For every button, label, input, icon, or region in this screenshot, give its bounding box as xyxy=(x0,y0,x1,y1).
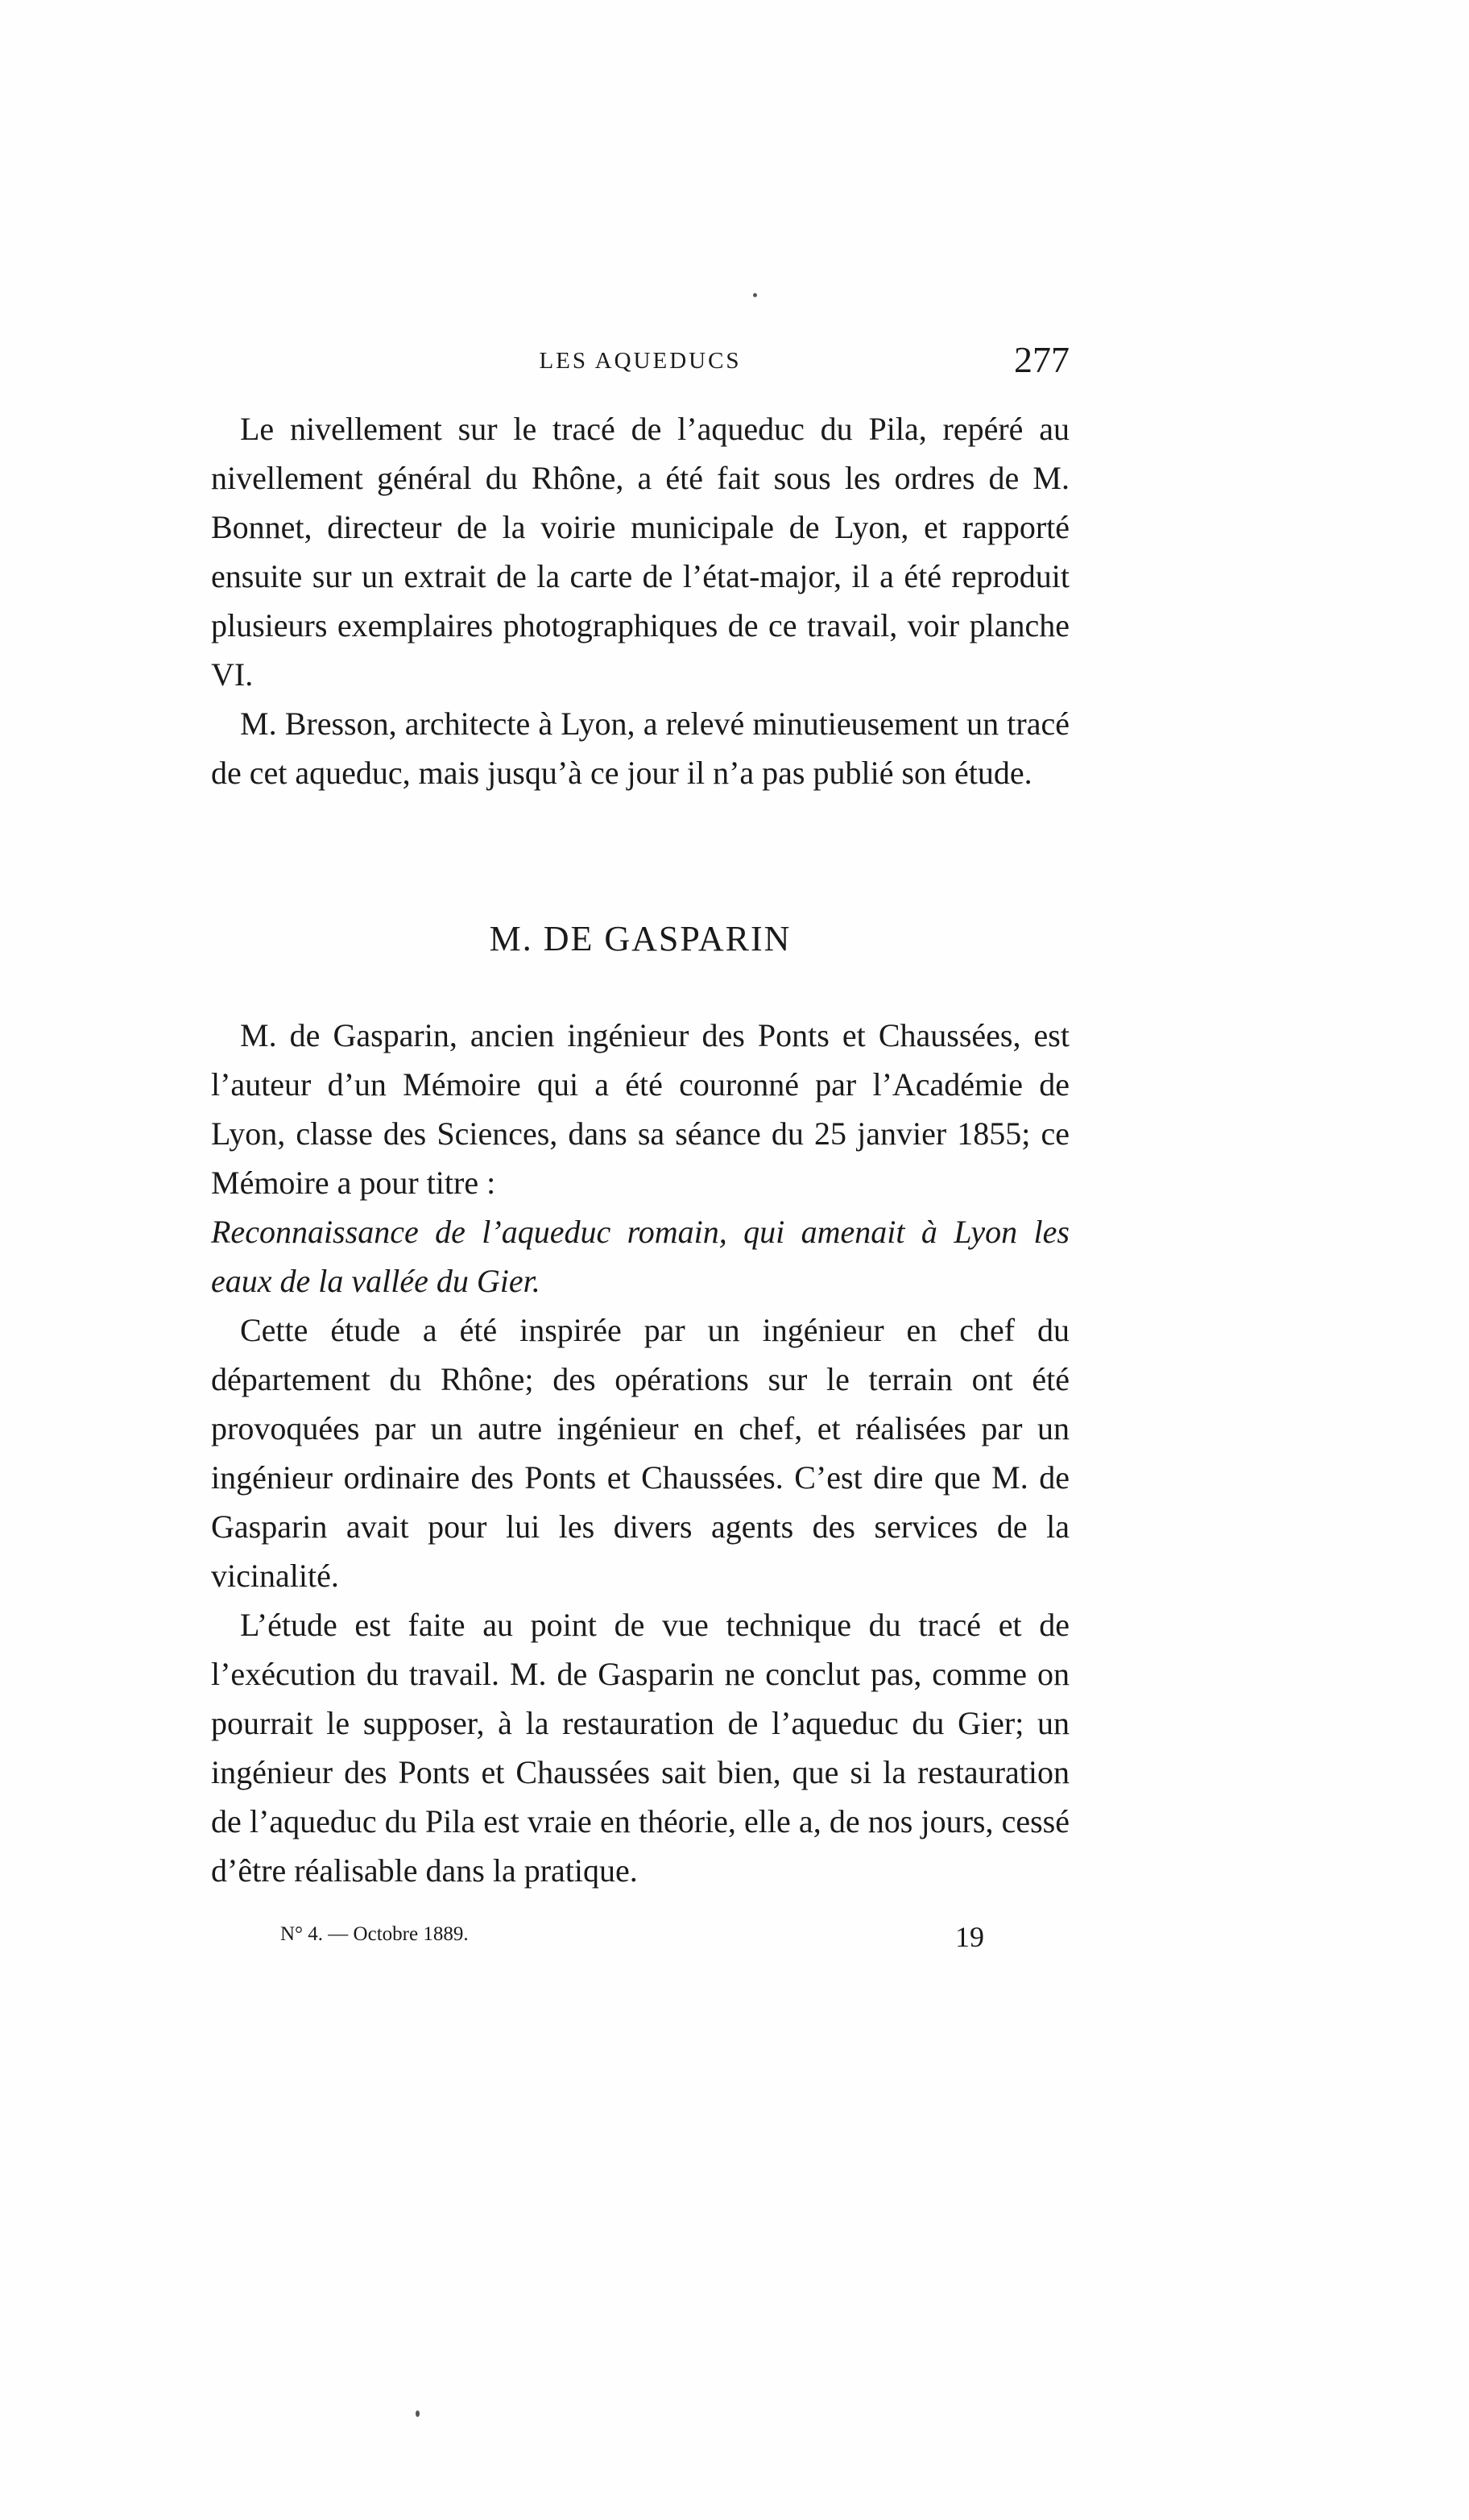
issue-line: N° 4. — Octobre 1889. xyxy=(280,1923,469,1945)
ink-speck xyxy=(416,2410,420,2417)
running-title: LES AQUEDUCS xyxy=(539,348,742,374)
text-block-top xyxy=(211,404,1070,797)
paragraph: L’étude est faite au point de vue technique du tracé et de l’exécution du travail. M. de Gasparin ne conclut pas, comme on pourrait le supposer, à la restauration de l’aqueduc du Gier; un ingénieur des Ponts et Chaussées sait bien, que si la restauration de l’aqueduc du Pila est vraie en théorie, elle a, de nos jours, cessé d’être réalisable dans la pratique. xyxy=(211,1607,1070,1889)
running-head xyxy=(211,338,1070,387)
paragraph: M. Bresson, architecte à Lyon, a relevé minutieusement un tracé de cet aqueduc, mais jusqu’à ce jour il n’a pas publié son étude. xyxy=(211,706,1070,791)
memoir-title: Reconnaissance de l’aqueduc romain, qui amenait à Lyon les eaux de la vallée du Gier. xyxy=(211,1214,1070,1299)
paragraph: Cette étude a été inspirée par un ingénieur en chef du département du Rhône; des opérations sur le terrain ont été provoquées par un autre ingénieur en chef, et réalisées par un ingénieur ordinaire des Ponts et Chaussées. C’est dire que M. de Gasparin avait pour lui les divers agents des services de la vicinalité. xyxy=(211,1312,1070,1594)
paragraph: Le nivellement sur le tracé de l’aqueduc du Pila, repéré au nivellement général du Rhône, a été fait sous les ordres de M. Bonnet, directeur de la voirie municipale de Lyon, et rapporté ensuite sur un extrait de la carte de l’état-major, il a été reproduit plusieurs exemplaires photographiques de ce travail, voir planche VI. xyxy=(211,411,1070,693)
text-block-bottom xyxy=(211,1011,1070,1895)
paragraph: M. de Gasparin, ancien ingénieur des Ponts et Chaussées, est l’auteur d’un Mémoire qui a été couronné par l’Académie de Lyon, classe des Sciences, dans sa séance du 25 janvier 1855; ce Mémoire a pour titre : xyxy=(211,1017,1070,1201)
ink-speck xyxy=(753,293,757,297)
footer xyxy=(211,1920,1070,1960)
signature-mark: 19 xyxy=(955,1921,984,1953)
section-title: M. DE GASPARIN xyxy=(489,919,792,958)
page-number: 277 xyxy=(1014,339,1070,380)
